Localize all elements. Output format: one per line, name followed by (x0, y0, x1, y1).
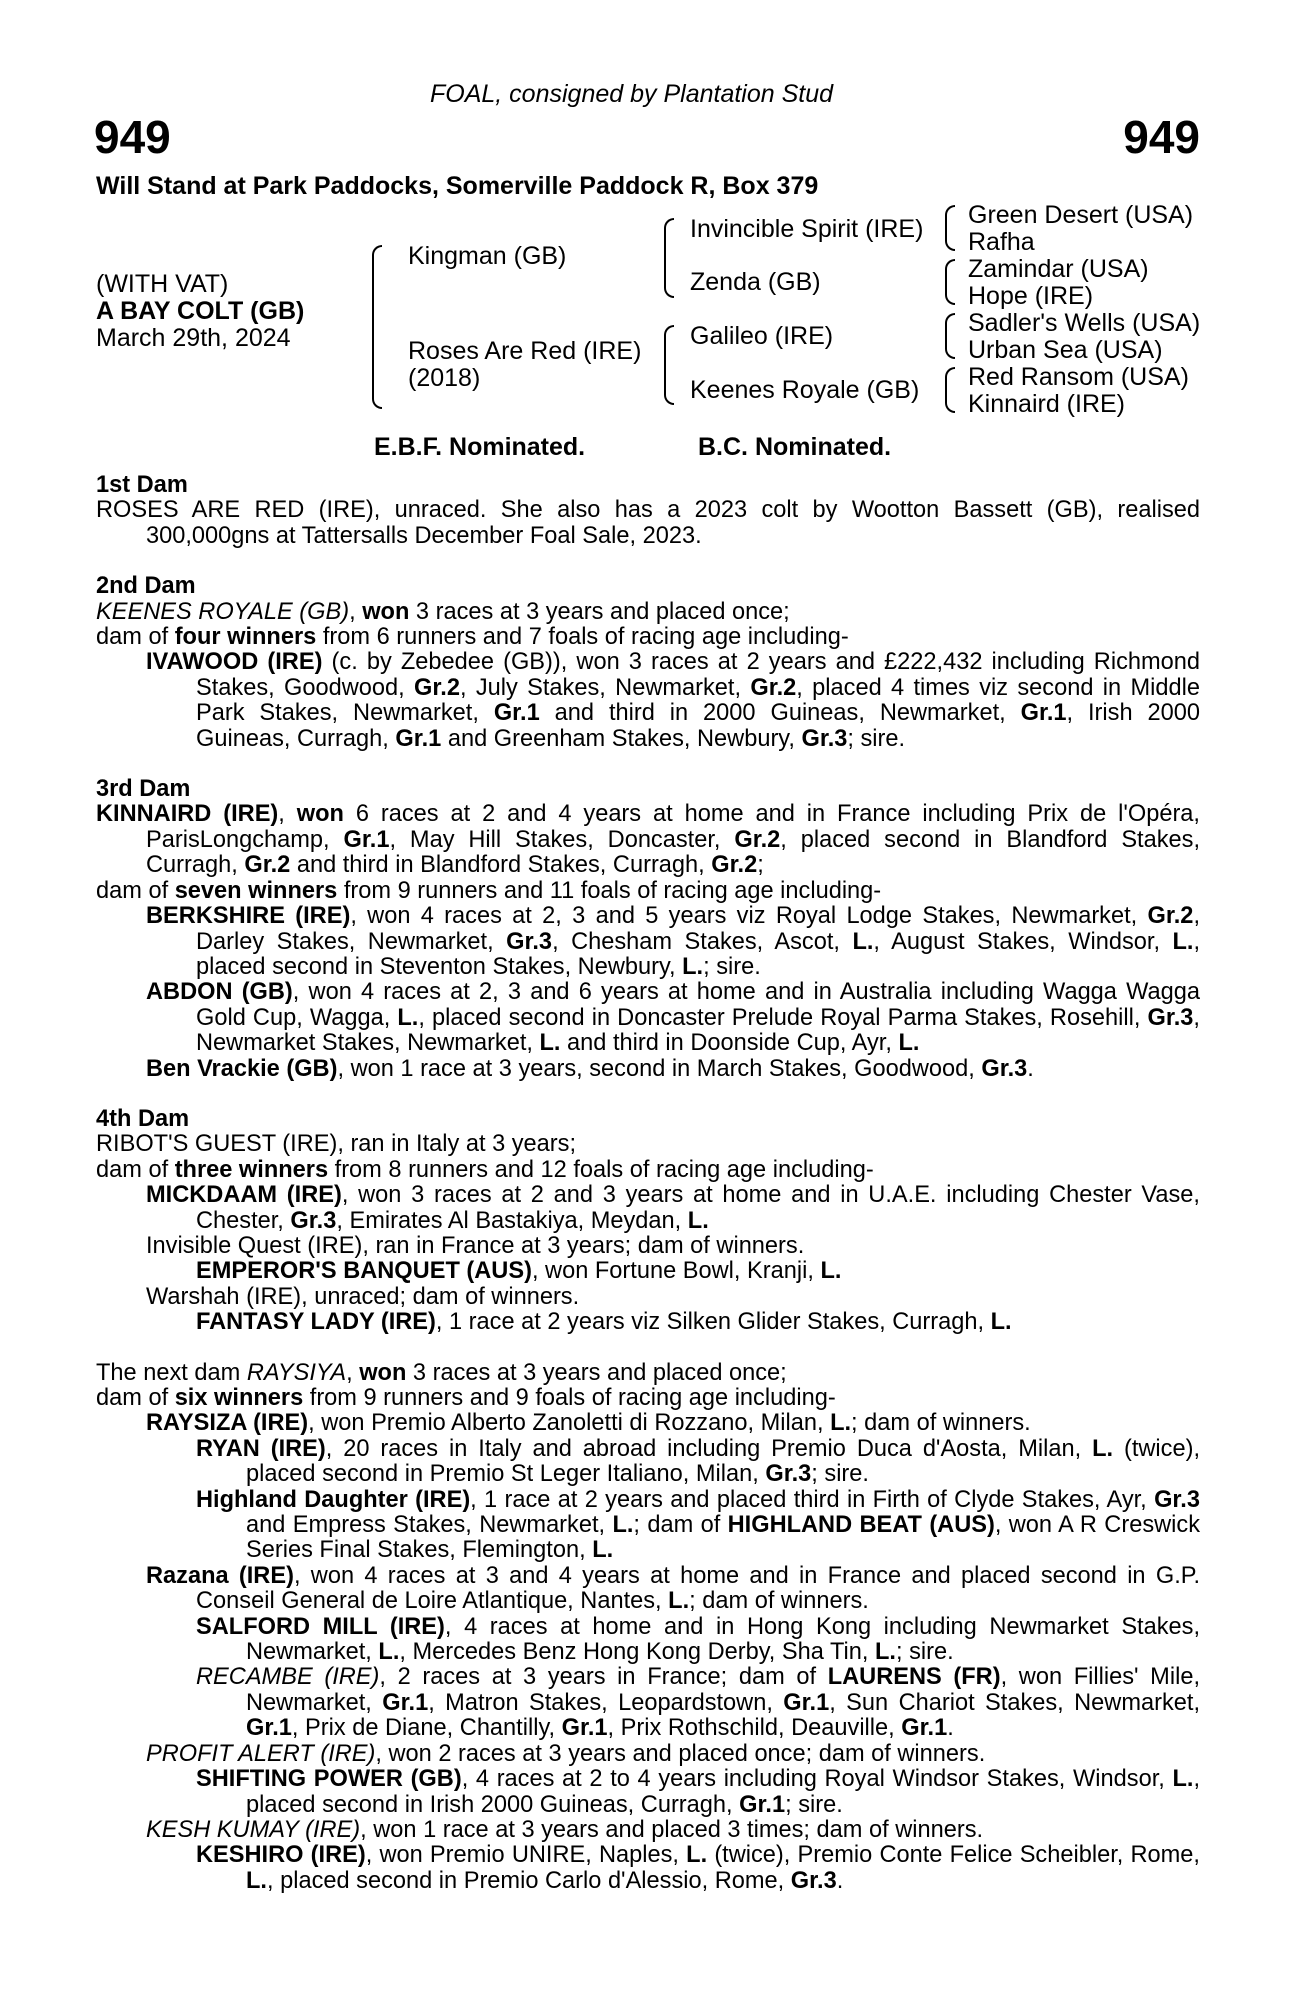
produce-entry: SALFORD MILL (IRE), 4 races at home and in Hong Kong including Newmarket Stakes, Newmarket, L., Mercedes Benz Hong Kong Derby, Sha Tin, L.; sire. (196, 1613, 1201, 1666)
produce-entry: FANTASY LADY (IRE), 1 race at 2 years viz Silken Glider Stakes, Curragh, L. (196, 1309, 1012, 1336)
stand-location: Will Stand at Park Paddocks, Somerville Paddock R, Box 379 (96, 172, 819, 200)
lot-number-right: 949 (1123, 111, 1200, 163)
produce-summary: dam of six winners from 9 runners and 9 foals of racing age including- (96, 1385, 836, 1411)
produce-summary: dam of four winners from 6 runners and 7 foals of racing age including- (96, 624, 849, 651)
dam-entry: KEENES ROYALE (GB), won 3 races at 3 years and placed once; (96, 598, 790, 625)
produce-entry: Invisible Quest (IRE), ran in France at 3 years; dam of winners. (146, 1232, 805, 1259)
brace (945, 259, 955, 305)
sire-dam-sire: Zamindar (USA) (968, 255, 1149, 283)
sire-dam: Zenda (GB) (690, 268, 821, 296)
dam-dam: Keenes Royale (GB) (690, 376, 920, 404)
brace (664, 325, 674, 405)
sire: Kingman (GB) (408, 242, 567, 270)
brace (664, 218, 674, 298)
ebf-nominated: E.B.F. Nominated. (374, 433, 586, 461)
catalogue-body (96, 473, 1200, 1894)
dam-year: (2018) (408, 364, 481, 392)
produce-entry: PROFIT ALERT (IRE), won 2 races at 3 years and placed once; dam of winners. (146, 1740, 986, 1767)
consignment-subtitle: FOAL, consigned by Plantation Stud (430, 80, 834, 108)
next-dam-section (96, 1361, 1200, 1895)
brace (945, 205, 955, 251)
sire-sire-sire: Green Desert (USA) (968, 201, 1194, 229)
lot-number-left: 949 (94, 111, 171, 163)
produce-entry: RAYSIZA (IRE), won Premio Alberto Zanoletti di Rozzano, Milan, L.; dam of winners. (146, 1410, 1031, 1437)
sire-dam-dam: Hope (IRE) (968, 282, 1094, 310)
produce-entry: BERKSHIRE (IRE), won 4 races at 2, 3 and 5 years viz Royal Lodge Stakes, Newmarket, Gr.2, Darley Stakes, Newmarket, Gr.3, Chesham Stakes, Ascot, L., August Stakes, Windsor, L., placed second in Steventon Stakes, Newbury, L.; sire. (146, 903, 1200, 980)
brace (945, 367, 955, 413)
dam-entry: ROSES ARE RED (IRE), unraced. She also has a 2023 colt by Wootton Bassett (GB), realised 300,000gns at Tattersalls December Foal Sale, 2023. (96, 497, 1200, 549)
section-heading: 2nd Dam (96, 573, 196, 600)
produce-entry: RYAN (IRE), 20 races in Italy and abroad including Premio Duca d'Aosta, Milan, L. (twice), placed second in Premio St Leger Italiano, Milan, Gr.3; sire. (196, 1435, 1200, 1488)
produce-entry: ABDON (GB), won 4 races at 2, 3 and 6 years at home and in Australia including Wagga Wagga Gold Cup, Wagga, L., placed second in Doncaster Prelude Royal Parma Stakes, Rosehill, Gr.3, Newmarket Stakes, Newmarket, L. and third in Doonside Cup, Ayr, L. (146, 979, 1200, 1057)
produce-entry: Highland Daughter (IRE), 1 race at 2 years and placed third in Firth of Clyde Stakes, Ayr, Gr.3 and Empress Stakes, Newmarket, L.; dam of HIGHLAND BEAT (AUS), won A R Creswick Series Final Stakes, Flemington, L. (196, 1486, 1200, 1564)
produce-entry: MICKDAAM (IRE), won 3 races at 2 and 3 years at home and in U.A.E. including Chester Vase, Chester, Gr.3, Emirates Al Bastakiya, Meydan, L. (146, 1182, 1200, 1234)
dam-dam-sire: Red Ransom (USA) (968, 363, 1189, 391)
section-heading: 3rd Dam (96, 776, 191, 803)
produce-summary: dam of seven winners from 9 runners and 11 foals of racing age including- (96, 877, 882, 904)
produce-entry: KESH KUMAY (IRE), won 1 race at 3 years and placed 3 times; dam of winners. (146, 1816, 984, 1843)
dam-dam-dam: Kinnaird (IRE) (968, 390, 1125, 418)
section-heading: 4th Dam (96, 1105, 190, 1132)
brace (372, 245, 382, 409)
horse-name: A BAY COLT (GB) (96, 297, 305, 325)
produce-entry: SHIFTING POWER (GB), 4 races at 2 to 4 years including Royal Windsor Stakes, Windsor, L., placed second in Irish 2000 Guineas, Curragh, Gr.1; sire. (196, 1766, 1201, 1818)
foaling-date: March 29th, 2024 (96, 324, 291, 352)
produce-entry: EMPEROR'S BANQUET (AUS), won Fortune Bowl, Kranji, L. (196, 1258, 842, 1285)
produce-entry: Ben Vrackie (GB), won 1 race at 3 years, second in March Stakes, Goodwood, Gr.3. (146, 1055, 1034, 1082)
first-dam-section (96, 473, 1200, 549)
third-dam-section (96, 777, 1200, 1082)
produce-entry: IVAWOOD (IRE) (c. by Zebedee (GB)), won 3 races at 2 years and £222,432 including Richmond Stakes, Goodwood, Gr.2, July Stakes, Newmarket, Gr.2, placed 4 times viz second in Middle Park Stakes, Newmarket, Gr.1 and third in 2000 Guineas, Newmarket, Gr.1, Irish 2000 Guineas, Curragh, Gr.1 and Greenham Stakes, Newbury, Gr.3; sire. (146, 649, 1201, 752)
sire-sire: Invincible Spirit (IRE) (690, 215, 924, 243)
dam: Roses Are Red (IRE) (408, 337, 642, 365)
sire-sire-dam: Rafha (968, 228, 1035, 256)
dam-sire: Galileo (IRE) (690, 322, 834, 350)
vat-label: (WITH VAT) (96, 270, 229, 298)
produce-entry: KESHIRO (IRE), won Premio UNIRE, Naples, L. (twice), Premio Conte Felice Scheibler, Rome, L., placed second in Premio Carlo d'Alessio, Rome, Gr.3. (196, 1842, 1200, 1894)
brace (945, 313, 955, 359)
dam-entry: RIBOT'S GUEST (IRE), ran in Italy at 3 years; (96, 1131, 577, 1158)
dam-sire-sire: Sadler's Wells (USA) (968, 309, 1201, 337)
dam-sire-dam: Urban Sea (USA) (968, 336, 1163, 364)
dam-entry: The next dam RAYSIYA, won 3 races at 3 years and placed once; (96, 1359, 787, 1386)
bc-nominated: B.C. Nominated. (698, 433, 892, 461)
produce-entry: Razana (IRE), won 4 races at 3 and 4 years at home and in France and placed second in G.P. Conseil General de Loire Atlantique, Nantes, L.; dam of winners. (146, 1562, 1200, 1615)
produce-entry: RECAMBE (IRE), 2 races at 3 years in France; dam of LAURENS (FR), won Fillies' Mile, Newmarket, Gr.1, Matron Stakes, Leopardstown, Gr.1, Sun Chariot Stakes, Newmarket, Gr.1, Prix de Diane, Chantilly, Gr.1, Prix Rothschild, Deauville, Gr.1. (196, 1664, 1201, 1742)
fourth-dam-section (96, 1107, 1200, 1336)
produce-summary: dam of three winners from 8 runners and 12 foals of racing age including- (96, 1156, 874, 1183)
dam-entry: KINNAIRD (IRE), won 6 races at 2 and 4 years at home and in France including Prix de l'Opéra, ParisLongchamp, Gr.1, May Hill Stakes, Doncaster, Gr.2, placed second in Blandford Stakes, Curragh, Gr.2 and third in Blandford Stakes, Curragh, Gr.2; (96, 801, 1201, 879)
produce-entry: Warshah (IRE), unraced; dam of winners. (146, 1283, 580, 1310)
second-dam-section (96, 574, 1200, 752)
section-heading: 1st Dam (96, 472, 188, 498)
